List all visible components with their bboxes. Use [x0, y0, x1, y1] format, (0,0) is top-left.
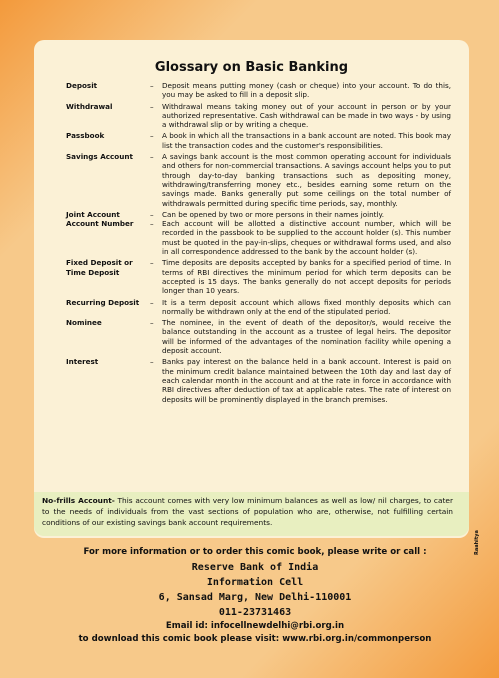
entry-definition: Banks pay interest on the balance held in a bank account. Interest is paid on the minimum credit balance maintained between the 10th day and last day of each calendar month in the account and at the rate in force in accordance with RBI directives after deduction of tax at applicable rates. The rate of interest on deposits will be prominently displayed in the branch premises. [162, 357, 451, 404]
entry-term: Account Number [66, 219, 134, 229]
entry-definition: The nominee, in the event of death of the depositor/s, would receive the balance outstanding in the account as a trustee of legal heirs. The depositor will be informed of the advantages of the nomination facility while opening a deposit account. [162, 318, 451, 356]
entry-term: Recurring Deposit [66, 297, 140, 307]
entry-dash: – [150, 131, 154, 141]
glossary-entry [66, 219, 451, 256]
nofrills-text [42, 495, 453, 528]
contact-org: Reserve Bank of India [191, 561, 319, 573]
entry-term: Joint Account [66, 209, 120, 219]
entry-definition: A book in which all the transactions in a bank account are noted. This book may list the transaction codes and the customer's responsibilities. [162, 131, 451, 150]
entry-dash: – [150, 219, 154, 229]
entry-definition: Withdrawal means taking money out of your account in person or by your authorized representative. Cash withdrawal can be made in two ways - by using a withdrawal slip or by writing a cheque. [162, 101, 451, 130]
glossary-entry [66, 102, 451, 130]
entry-dash: – [150, 152, 154, 162]
entry-term: Passbook [66, 131, 105, 141]
glossary-entry [66, 131, 451, 150]
glossary-list [66, 81, 451, 404]
entry-term: Deposit [66, 81, 98, 90]
contact-intro: For more information or to order this comic book, please write or call : [83, 547, 427, 557]
contact-email[interactable]: Email id: infocellnewdelhi@rbi.org.in [165, 620, 345, 631]
entry-definition: Time deposits are deposits accepted by banks for a specified period of time. In terms of RBI directives the minimum period for which term deposits can be accepted is 15 days. The banks generally do not accept deposits for periods longer than 10 years. [162, 258, 451, 296]
entry-dash: – [150, 318, 154, 328]
entry-dash: – [150, 81, 154, 90]
entry-dash: – [150, 209, 154, 219]
nofrills-description: This account comes with very low minimum balances as well as low/ nil charges, to cater to the needs of individuals from the vast sections of population who are, otherwise, not fulfilling certain conditions of our existing savings bank account requirements. [42, 496, 453, 527]
contact-address: 6, Sansad Marg, New Delhi-110001 [158, 591, 352, 603]
glossary-entry [66, 210, 451, 219]
entry-dash: – [150, 258, 154, 268]
contact-phone: 011-23731463 [218, 606, 292, 618]
entry-dash: – [150, 297, 154, 307]
contact-cell: Information Cell [206, 576, 304, 588]
glossary-entry [66, 81, 451, 100]
entry-definition: Can be opened by two or more persons in their names jointly. [162, 209, 384, 219]
glossary-entry [66, 258, 451, 295]
entry-term: Fixed Deposit or Time Deposit [66, 258, 133, 277]
nofrills-term: No-frills Account- [42, 496, 115, 505]
entry-definition: It is a term deposit account which allows fixed monthly deposits which can normally be withdrawn only at the end of the stipulated period. [162, 297, 451, 316]
side-credit: Raahitya [474, 530, 480, 555]
entry-term: Nominee [66, 318, 102, 328]
glossary-entry [66, 298, 451, 317]
entry-dash: – [150, 357, 154, 367]
glossary-entry [66, 152, 451, 208]
entry-dash: – [150, 101, 154, 111]
entry-definition: A savings bank account is the most common operating account for individuals and others for non-commercial transactions. A savings account helps you to put through day-to-day banking transactions such as depositing money, withdrawing/transferring money etc., besides earning some return on the savings made. Banks generally put some ceilings on the total number of withdrawals permitted during specific time periods, say, monthly. [162, 152, 451, 208]
glossary-entry [66, 357, 451, 403]
page-title: Glossary on Basic Banking [154, 60, 349, 75]
entry-term: Withdrawal [66, 101, 113, 111]
glossary-entry [66, 318, 451, 355]
entry-term: Interest [66, 357, 99, 367]
contact-block [60, 546, 450, 647]
contact-download[interactable]: to download this comic book please visit: www.rbi.org.in/commonperson [78, 634, 432, 645]
entry-definition: Each account will be allotted a distinctive account number, which will be recorded in the passbook to be supplied to the account holder (s). This number must be quoted in the pay-in-slips, cheques or withdrawal forms used, and also in all correspondence addressed to the bank by the account holder (s). [162, 219, 451, 257]
entry-definition: Deposit means putting money (cash or cheque) into your account. To do this, you may be asked to fill in a deposit slip. [162, 81, 451, 100]
entry-term: Savings Account [66, 152, 133, 162]
